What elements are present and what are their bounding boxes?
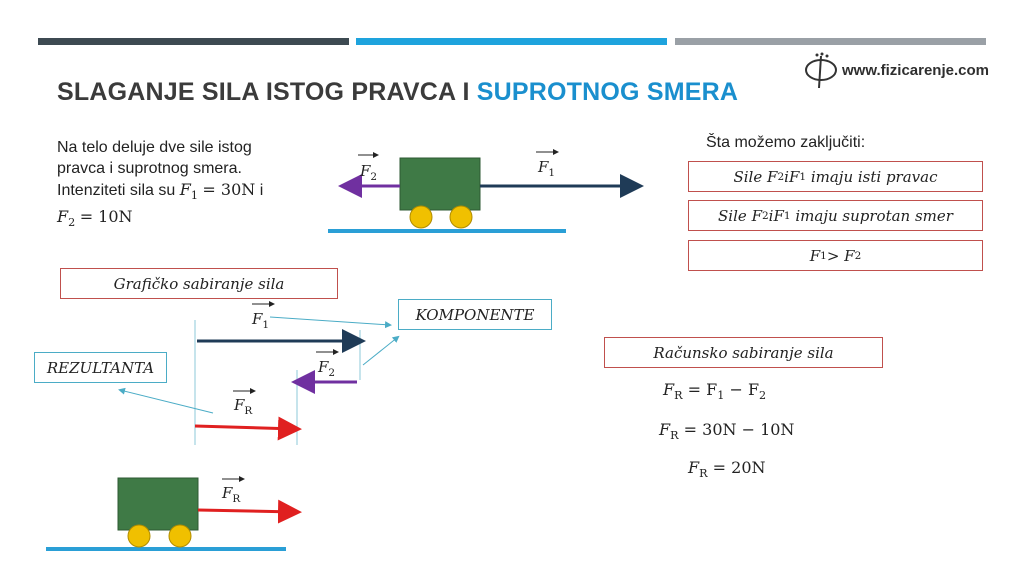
sub-r: R (232, 493, 241, 505)
wheel (410, 206, 432, 228)
intro-text (57, 137, 297, 233)
cart-body (118, 478, 198, 530)
fr-arrow (195, 426, 296, 429)
sym-f: F (659, 420, 671, 439)
label-f1-graph (252, 310, 269, 331)
sub-r: R (244, 405, 253, 417)
fizicarenje-logo-icon (800, 52, 842, 92)
top-bar-gray (675, 38, 986, 45)
title-main: SLAGANJE SILA ISTOG PRAVCA I (57, 78, 477, 106)
label-f2-graph (318, 358, 335, 379)
calc-line-1 (663, 380, 766, 402)
calculation-label (604, 337, 883, 368)
label-f2-top (360, 162, 377, 183)
cart-diagram-top (320, 140, 660, 240)
wheel (128, 525, 150, 547)
text: KOMPONENTE (415, 305, 535, 324)
top-bar-blue (356, 38, 667, 45)
sub-2: 2 (761, 209, 769, 222)
text: Grafičko sabiranje sila (113, 274, 285, 293)
text: imaju isti pravac (810, 167, 938, 186)
fr-arrow (198, 510, 296, 512)
sym-f: F (538, 158, 549, 176)
pointer-line (270, 317, 390, 325)
text: i (768, 206, 774, 225)
sub-2: 2 (68, 216, 76, 230)
text: Sile (733, 167, 763, 186)
sym-f: F (252, 310, 263, 328)
cart-body (400, 158, 480, 210)
relation: > (826, 246, 840, 265)
slide-title (57, 78, 738, 107)
text: = 20N (712, 458, 766, 477)
label-f1-top (538, 158, 555, 179)
label-fr-bottom (222, 484, 240, 505)
sym-f: F (663, 380, 675, 399)
intro-line: Na telo deluje dve sile istog pravca i suprotnog smera. (57, 139, 252, 177)
wheel (169, 525, 191, 547)
sym-f: F (844, 246, 855, 265)
components-label (398, 299, 552, 330)
text: = 30N − 10N (683, 420, 795, 439)
conclusion-opposite-sense (688, 200, 983, 231)
intro-line2: Intenziteti sila su (57, 182, 180, 199)
sub-r: R (674, 389, 683, 403)
text: imaju suprotan smer (795, 206, 953, 225)
sub-1: 1 (820, 249, 827, 262)
sub-r: R (699, 467, 708, 481)
sym-f: F (773, 206, 784, 225)
sub-r: R (670, 429, 679, 443)
text: = F (687, 380, 718, 399)
f2-value: = 10N (79, 207, 133, 227)
sym-f: F (179, 180, 191, 199)
text: REZULTANTA (46, 358, 155, 377)
sub-1: 1 (799, 170, 807, 183)
sub-2: 2 (777, 170, 785, 183)
brand-link[interactable]: www.fizicarenje.com (842, 62, 989, 79)
title-accent: SUPROTNOG SMERA (476, 78, 739, 106)
text: Sile (718, 206, 747, 225)
sym-f: F (751, 206, 762, 225)
sym-f: F (788, 167, 800, 186)
sub-2: 2 (854, 249, 862, 262)
and-word: i (255, 182, 264, 199)
text: − F (724, 380, 760, 399)
cart-diagram-bottom (40, 470, 320, 560)
sub-2: 2 (759, 389, 767, 403)
sym-f: F (767, 167, 778, 186)
conclusion-f1-greater (688, 240, 983, 271)
sub-1: 1 (548, 167, 556, 179)
sym-f: F (234, 396, 245, 414)
label-fr-graph (234, 396, 252, 417)
sym-f: F (222, 484, 233, 502)
conclusions-title: Šta možemo zaključiti: (706, 134, 866, 151)
text: i (784, 167, 789, 186)
sub-2: 2 (328, 367, 336, 379)
sub-1: 1 (190, 189, 198, 203)
sub-1: 1 (717, 389, 725, 403)
calc-line-2 (659, 420, 794, 442)
sym-f: F (57, 207, 69, 227)
sub-2: 2 (370, 171, 378, 183)
f1-value: = 30N (202, 180, 256, 199)
sym-f: F (688, 458, 700, 477)
pointer-line (120, 390, 213, 413)
sub-1: 1 (262, 319, 270, 331)
calc-line-3 (688, 458, 766, 480)
wheel (450, 206, 472, 228)
sym-f: F (360, 162, 371, 180)
text: Računsko sabiranje sila (653, 343, 834, 362)
sym-f: F (809, 246, 821, 265)
conclusion-same-direction (688, 161, 983, 192)
pointer-line (363, 337, 398, 365)
top-bar-dark (38, 38, 349, 45)
sym-f: F (318, 358, 329, 376)
sub-1: 1 (783, 209, 791, 222)
